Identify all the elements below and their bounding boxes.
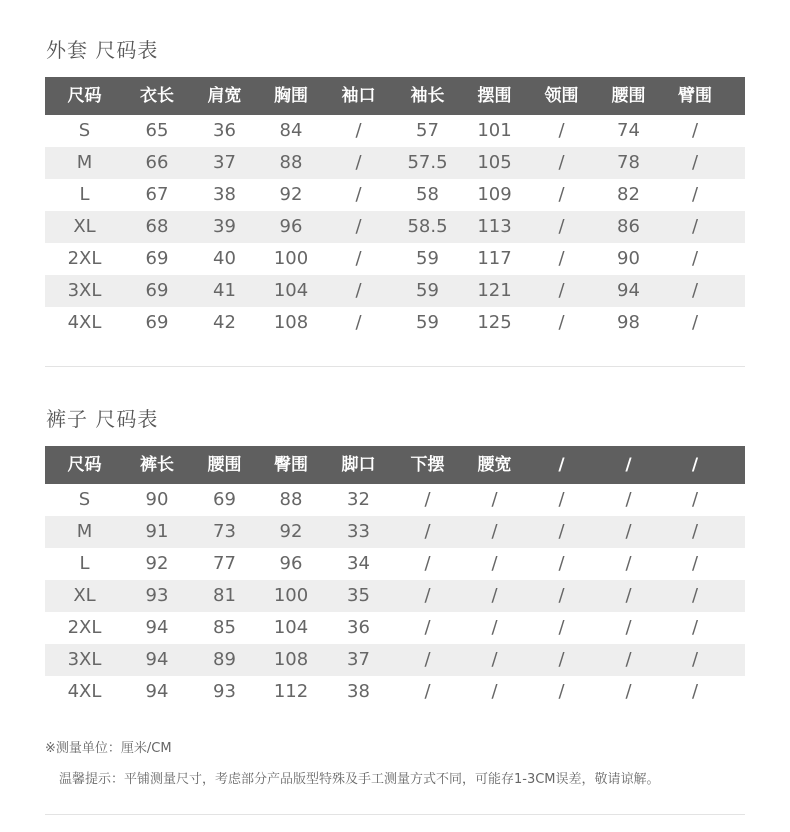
- column-header: 袖长: [410, 86, 445, 106]
- size-label: M: [76, 521, 93, 542]
- table-cell: 101: [477, 120, 512, 141]
- table-cell: 92: [279, 184, 303, 205]
- table-cell: /: [691, 120, 699, 141]
- table-cell: /: [558, 489, 565, 510]
- table-cell: /: [691, 681, 699, 702]
- table-cell: /: [355, 216, 362, 237]
- column-header: 腰围: [611, 86, 646, 106]
- size-label: 2XL: [67, 248, 102, 269]
- column-header: /: [691, 455, 699, 475]
- table-cell: 78: [617, 152, 640, 173]
- table-cell: 117: [477, 248, 512, 269]
- table-cell: 84: [279, 120, 303, 141]
- table-cell: 41: [213, 280, 236, 301]
- table-cell: /: [558, 248, 565, 269]
- table-cell: /: [491, 585, 498, 606]
- size-label: 4XL: [67, 681, 102, 702]
- table-cell: /: [424, 489, 431, 510]
- table-cell: 105: [477, 152, 512, 173]
- table-cell: 37: [347, 649, 370, 670]
- table-cell: 108: [273, 649, 309, 670]
- column-header: /: [625, 455, 632, 475]
- table-cell: /: [625, 649, 632, 670]
- table-cell: /: [691, 553, 699, 574]
- table-cell: 93: [213, 681, 236, 702]
- table-cell: /: [558, 585, 565, 606]
- table-cell: 90: [145, 489, 169, 510]
- table-cell: 92: [279, 521, 303, 542]
- table-cell: 112: [273, 681, 309, 702]
- table-cell: 35: [347, 585, 370, 606]
- table-row: [45, 211, 745, 243]
- table-cell: 40: [213, 248, 236, 269]
- table-cell: 94: [145, 681, 169, 702]
- table-cell: 59: [416, 312, 439, 333]
- table-cell: 93: [145, 585, 169, 606]
- pants-size-table: [45, 446, 745, 708]
- table-cell: /: [355, 184, 362, 205]
- column-header: 肩宽: [207, 86, 242, 106]
- table-cell: 32: [347, 489, 370, 510]
- bottom-divider: [45, 814, 745, 815]
- table-cell: /: [691, 216, 699, 237]
- table-cell: 39: [213, 216, 236, 237]
- column-header: 臀围: [274, 455, 308, 475]
- table-row: [45, 644, 745, 676]
- table-cell: /: [558, 553, 565, 574]
- column-header: 脚口: [341, 455, 376, 475]
- table-cell: 86: [617, 216, 640, 237]
- column-header: 裤长: [140, 455, 174, 475]
- table-cell: 38: [347, 681, 370, 702]
- table-cell: 109: [477, 184, 512, 205]
- column-header: 臂围: [678, 86, 712, 106]
- table-row: [45, 484, 745, 516]
- table-cell: 73: [213, 521, 236, 542]
- table-cell: /: [491, 649, 498, 670]
- table-cell: 113: [477, 216, 512, 237]
- table-cell: 125: [477, 312, 512, 333]
- table-cell: 104: [273, 617, 309, 638]
- table-cell: /: [625, 489, 632, 510]
- table-cell: 69: [213, 489, 236, 510]
- column-header: 尺码: [67, 455, 102, 475]
- table-cell: /: [691, 521, 699, 542]
- table-cell: 65: [145, 120, 169, 141]
- section-divider: [45, 366, 745, 367]
- table-cell: /: [625, 553, 632, 574]
- table-cell: 69: [145, 312, 169, 333]
- table-cell: 77: [213, 553, 236, 574]
- table-row: [45, 516, 745, 548]
- table-cell: 90: [617, 248, 640, 269]
- size-label: 4XL: [67, 312, 102, 333]
- table-cell: 96: [279, 216, 303, 237]
- column-header: 领围: [544, 86, 579, 106]
- measurement-tip-note: 温馨提示：平铺测量尺寸，考虑部分产品版型特殊及手工测量方式不同，可能存1-3CM误差，敬请谅解。: [59, 772, 660, 787]
- table-cell: /: [558, 681, 565, 702]
- table-cell: /: [625, 521, 632, 542]
- table-cell: /: [558, 649, 565, 670]
- size-label: L: [79, 553, 90, 574]
- table-cell: /: [424, 649, 431, 670]
- pants-table-header: [45, 446, 745, 484]
- column-header: 袖口: [341, 86, 376, 106]
- table-row: [45, 275, 745, 307]
- table-cell: /: [558, 312, 565, 333]
- table-cell: /: [691, 312, 699, 333]
- table-cell: /: [691, 280, 699, 301]
- table-cell: /: [424, 585, 431, 606]
- table-cell: 100: [273, 585, 309, 606]
- table-cell: /: [355, 280, 362, 301]
- table-cell: /: [558, 617, 565, 638]
- column-header: /: [558, 455, 565, 475]
- table-cell: 81: [213, 585, 236, 606]
- column-header: 胸围: [274, 86, 308, 106]
- column-header: 腰围: [207, 455, 242, 475]
- table-cell: 104: [273, 280, 309, 301]
- coat-size-title: 外套 尺码表: [46, 38, 159, 62]
- size-label: S: [78, 489, 91, 510]
- table-cell: /: [691, 248, 699, 269]
- table-cell: /: [355, 120, 362, 141]
- table-cell: 74: [617, 120, 640, 141]
- table-cell: /: [491, 553, 498, 574]
- table-cell: 121: [477, 280, 512, 301]
- column-header: 下摆: [410, 455, 445, 475]
- table-cell: 36: [347, 617, 370, 638]
- column-header: 衣长: [140, 86, 174, 106]
- table-cell: /: [691, 489, 699, 510]
- pants-size-title: 裤子 尺码表: [46, 407, 159, 431]
- table-cell: 37: [213, 152, 236, 173]
- table-cell: 69: [145, 280, 169, 301]
- table-cell: 91: [145, 521, 169, 542]
- table-cell: 100: [273, 248, 309, 269]
- table-row: [45, 548, 745, 580]
- table-row: [45, 147, 745, 179]
- size-label: S: [78, 120, 91, 141]
- table-cell: /: [491, 681, 498, 702]
- table-cell: /: [355, 312, 362, 333]
- table-cell: /: [558, 521, 565, 542]
- table-cell: /: [558, 120, 565, 141]
- coat-size-table: [45, 77, 745, 339]
- table-cell: /: [691, 184, 699, 205]
- table-row: [45, 676, 745, 708]
- table-row: [45, 179, 745, 211]
- table-cell: /: [558, 152, 565, 173]
- table-cell: /: [491, 617, 498, 638]
- table-cell: /: [691, 585, 699, 606]
- table-cell: 85: [213, 617, 236, 638]
- column-header: 腰宽: [477, 455, 512, 475]
- table-row: [45, 243, 745, 275]
- table-row: [45, 307, 745, 339]
- table-cell: /: [424, 521, 431, 542]
- table-cell: 96: [279, 553, 303, 574]
- table-cell: 58.5: [407, 216, 448, 237]
- table-cell: 58: [416, 184, 439, 205]
- size-label: 3XL: [67, 280, 102, 301]
- measurement-unit-note: ※测量单位：厘米/CM: [45, 741, 172, 756]
- table-cell: /: [558, 280, 565, 301]
- table-cell: /: [625, 585, 632, 606]
- table-row: [45, 115, 745, 147]
- size-label: XL: [73, 585, 96, 606]
- table-cell: /: [558, 216, 565, 237]
- table-cell: /: [625, 617, 632, 638]
- size-label: 3XL: [67, 649, 102, 670]
- table-cell: 94: [145, 649, 169, 670]
- column-header: 摆围: [477, 86, 512, 106]
- table-cell: 42: [213, 312, 236, 333]
- table-cell: /: [424, 617, 431, 638]
- table-cell: /: [424, 553, 431, 574]
- table-cell: 34: [347, 553, 370, 574]
- table-cell: 69: [145, 248, 169, 269]
- table-cell: /: [491, 521, 498, 542]
- table-cell: 59: [416, 280, 439, 301]
- table-cell: 94: [617, 280, 640, 301]
- table-cell: /: [355, 152, 362, 173]
- column-header: 尺码: [67, 86, 102, 106]
- table-cell: /: [691, 152, 699, 173]
- coat-table-body: [45, 115, 745, 339]
- table-cell: /: [625, 681, 632, 702]
- table-cell: /: [355, 248, 362, 269]
- table-cell: 92: [145, 553, 169, 574]
- size-label: M: [76, 152, 93, 173]
- coat-table-header: [45, 77, 745, 115]
- size-label: L: [79, 184, 90, 205]
- table-cell: /: [691, 617, 699, 638]
- table-cell: 89: [213, 649, 236, 670]
- size-label: XL: [73, 216, 96, 237]
- table-cell: 94: [145, 617, 169, 638]
- table-cell: 57: [416, 120, 439, 141]
- table-cell: 88: [279, 152, 303, 173]
- table-cell: /: [491, 489, 498, 510]
- table-cell: 67: [145, 184, 169, 205]
- table-cell: 57.5: [407, 152, 448, 173]
- pants-table-body: [45, 484, 745, 708]
- table-row: [45, 580, 745, 612]
- table-cell: 82: [617, 184, 640, 205]
- table-cell: /: [558, 184, 565, 205]
- table-cell: /: [691, 649, 699, 670]
- table-cell: 88: [279, 489, 303, 510]
- table-cell: 108: [273, 312, 309, 333]
- table-cell: 33: [347, 521, 370, 542]
- table-cell: 38: [213, 184, 236, 205]
- table-cell: 68: [145, 216, 169, 237]
- table-cell: 59: [416, 248, 439, 269]
- table-cell: 98: [617, 312, 640, 333]
- size-label: 2XL: [67, 617, 102, 638]
- table-row: [45, 612, 745, 644]
- table-cell: 66: [145, 152, 169, 173]
- table-cell: 36: [213, 120, 236, 141]
- table-cell: /: [424, 681, 431, 702]
